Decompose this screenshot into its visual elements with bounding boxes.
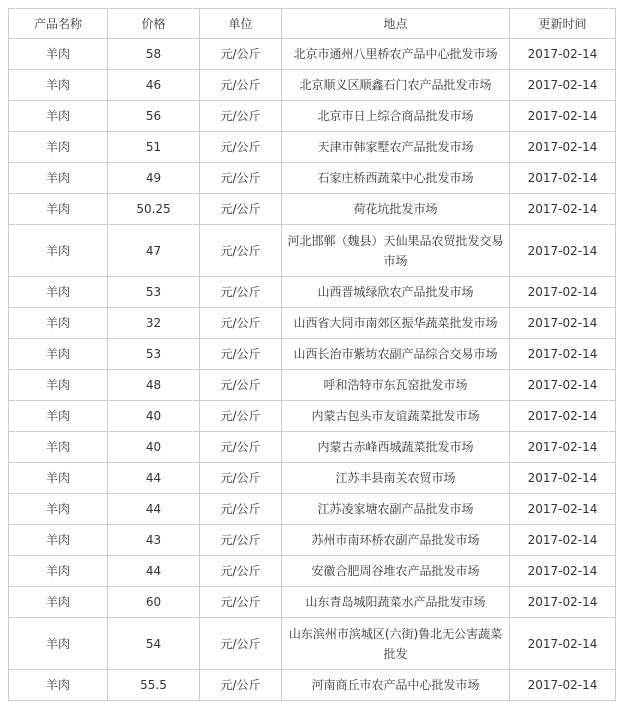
table-body [9,39,616,701]
table-row [9,670,616,701]
table-row [9,432,616,463]
unit-cell: 元/公斤 [200,432,282,463]
location-cell: 苏州市南环桥农副产品批发市场 [282,525,510,556]
location-cell: 石家庄桥西蔬菜中心批发市场 [282,163,510,194]
unit-cell: 元/公斤 [200,670,282,701]
update-time-cell: 2017-02-14 [510,101,616,132]
header-price: 价格 [108,9,200,39]
update-time-cell: 2017-02-14 [510,39,616,70]
table-row [9,463,616,494]
price-cell: 53 [108,339,200,370]
price-cell: 46 [108,70,200,101]
header-update-time: 更新时间 [510,9,616,39]
table-row [9,277,616,308]
product-name-cell: 羊肉 [9,308,108,339]
header-product-name: 产品名称 [9,9,108,39]
price-cell: 51 [108,132,200,163]
update-time-cell: 2017-02-14 [510,670,616,701]
unit-cell: 元/公斤 [200,463,282,494]
table-row [9,339,616,370]
product-name-cell: 羊肉 [9,70,108,101]
price-cell: 44 [108,494,200,525]
update-time-cell: 2017-02-14 [510,194,616,225]
unit-cell: 元/公斤 [200,556,282,587]
unit-cell: 元/公斤 [200,370,282,401]
unit-cell: 元/公斤 [200,401,282,432]
update-time-cell: 2017-02-14 [510,70,616,101]
product-name-cell: 羊肉 [9,194,108,225]
update-time-cell: 2017-02-14 [510,308,616,339]
price-cell: 40 [108,432,200,463]
price-cell: 58 [108,39,200,70]
location-cell: 呼和浩特市东瓦窑批发市场 [282,370,510,401]
product-name-cell: 羊肉 [9,339,108,370]
location-cell: 北京市通州八里桥农产品中心批发市场 [282,39,510,70]
location-cell: 山西省大同市南郊区振华蔬菜批发市场 [282,308,510,339]
location-cell: 内蒙古包头市友谊蔬菜批发市场 [282,401,510,432]
unit-cell: 元/公斤 [200,70,282,101]
unit-cell: 元/公斤 [200,194,282,225]
unit-cell: 元/公斤 [200,618,282,670]
price-cell: 50.25 [108,194,200,225]
product-name-cell: 羊肉 [9,101,108,132]
location-cell: 北京顺义区顺鑫石门农产品批发市场 [282,70,510,101]
unit-cell: 元/公斤 [200,525,282,556]
price-cell: 40 [108,401,200,432]
price-cell: 56 [108,101,200,132]
table-row [9,163,616,194]
price-cell: 47 [108,225,200,277]
price-cell: 43 [108,525,200,556]
update-time-cell: 2017-02-14 [510,618,616,670]
price-cell: 60 [108,587,200,618]
table-row [9,39,616,70]
update-time-cell: 2017-02-14 [510,277,616,308]
location-cell: 江苏凌家塘农副产品批发市场 [282,494,510,525]
unit-cell: 元/公斤 [200,163,282,194]
price-cell: 53 [108,277,200,308]
location-cell: 天津市韩家墅农产品批发市场 [282,132,510,163]
product-name-cell: 羊肉 [9,39,108,70]
price-cell: 49 [108,163,200,194]
table-row [9,308,616,339]
unit-cell: 元/公斤 [200,225,282,277]
location-cell: 荷花坑批发市场 [282,194,510,225]
update-time-cell: 2017-02-14 [510,132,616,163]
price-cell: 54 [108,618,200,670]
update-time-cell: 2017-02-14 [510,494,616,525]
location-cell: 江苏丰县南关农贸市场 [282,463,510,494]
header-location: 地点 [282,9,510,39]
unit-cell: 元/公斤 [200,277,282,308]
location-cell: 山东青岛城阳蔬菜水产品批发市场 [282,587,510,618]
price-cell: 55.5 [108,670,200,701]
location-cell: 北京市日上综合商品批发市场 [282,101,510,132]
price-cell: 44 [108,556,200,587]
product-name-cell: 羊肉 [9,132,108,163]
table-header-row [9,9,616,39]
table-row [9,525,616,556]
table-row [9,494,616,525]
product-name-cell: 羊肉 [9,670,108,701]
unit-cell: 元/公斤 [200,39,282,70]
location-cell: 河南商丘市农产品中心批发市场 [282,670,510,701]
product-name-cell: 羊肉 [9,463,108,494]
location-cell: 河北邯郸（魏县）天仙果品农贸批发交易市场 [282,225,510,277]
unit-cell: 元/公斤 [200,132,282,163]
table-row [9,370,616,401]
price-cell: 48 [108,370,200,401]
product-name-cell: 羊肉 [9,587,108,618]
table-row [9,70,616,101]
location-cell: 安徽合肥周谷堆农产品批发市场 [282,556,510,587]
update-time-cell: 2017-02-14 [510,163,616,194]
product-name-cell: 羊肉 [9,618,108,670]
unit-cell: 元/公斤 [200,101,282,132]
table-row [9,194,616,225]
product-name-cell: 羊肉 [9,370,108,401]
location-cell: 内蒙古赤峰西城蔬菜批发市场 [282,432,510,463]
price-table [8,8,616,701]
product-name-cell: 羊肉 [9,225,108,277]
price-cell: 32 [108,308,200,339]
update-time-cell: 2017-02-14 [510,339,616,370]
product-name-cell: 羊肉 [9,525,108,556]
location-cell: 山西长治市紫坊农副产品综合交易市场 [282,339,510,370]
update-time-cell: 2017-02-14 [510,432,616,463]
update-time-cell: 2017-02-14 [510,225,616,277]
table-row [9,401,616,432]
unit-cell: 元/公斤 [200,339,282,370]
unit-cell: 元/公斤 [200,308,282,339]
update-time-cell: 2017-02-14 [510,463,616,494]
product-name-cell: 羊肉 [9,401,108,432]
header-unit: 单位 [200,9,282,39]
update-time-cell: 2017-02-14 [510,556,616,587]
update-time-cell: 2017-02-14 [510,525,616,556]
update-time-cell: 2017-02-14 [510,401,616,432]
table-row [9,132,616,163]
product-name-cell: 羊肉 [9,277,108,308]
update-time-cell: 2017-02-14 [510,370,616,401]
product-name-cell: 羊肉 [9,494,108,525]
table-row [9,101,616,132]
location-cell: 山西晋城绿欣农产品批发市场 [282,277,510,308]
table-row [9,225,616,277]
product-name-cell: 羊肉 [9,432,108,463]
table-row [9,556,616,587]
unit-cell: 元/公斤 [200,494,282,525]
table-row [9,587,616,618]
table-row [9,618,616,670]
location-cell: 山东滨州市滨城区(六街)鲁北无公害蔬菜批发 [282,618,510,670]
product-name-cell: 羊肉 [9,556,108,587]
product-name-cell: 羊肉 [9,163,108,194]
price-cell: 44 [108,463,200,494]
update-time-cell: 2017-02-14 [510,587,616,618]
unit-cell: 元/公斤 [200,587,282,618]
